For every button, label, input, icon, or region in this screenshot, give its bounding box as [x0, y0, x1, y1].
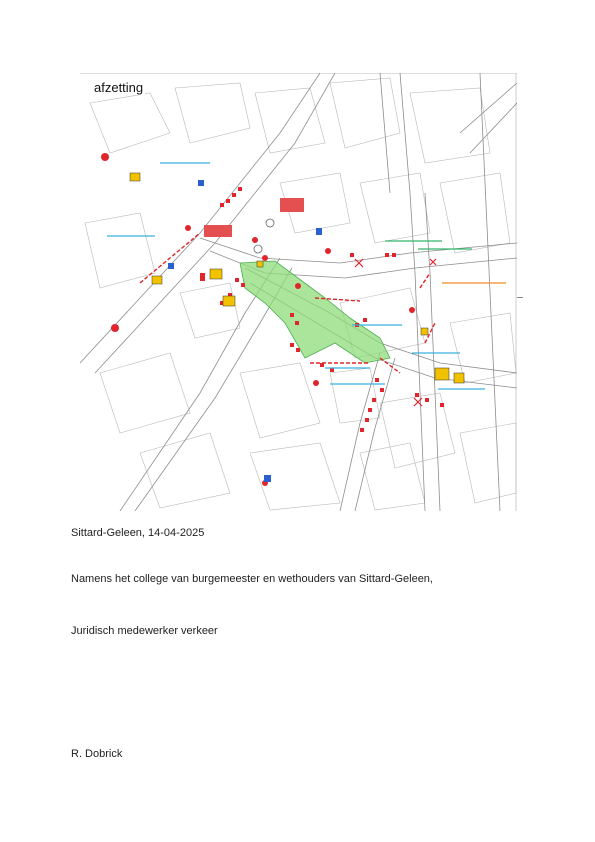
map-title: afzetting	[94, 80, 144, 95]
role-line: Juridisch medewerker verkeer	[71, 625, 218, 637]
traffic-closure-map	[80, 73, 517, 511]
signatory-name: R. Dobrick	[71, 748, 123, 760]
roundabout-markers	[254, 219, 274, 253]
college-line: Namens het college van burgemeester en wethouders van Sittard-Geleen,	[71, 573, 433, 585]
margin-tick	[517, 297, 523, 298]
date-line: Sittard-Geleen, 14-04-2025	[71, 527, 205, 539]
map-drawing	[80, 73, 517, 511]
traffic-signs	[101, 153, 444, 486]
